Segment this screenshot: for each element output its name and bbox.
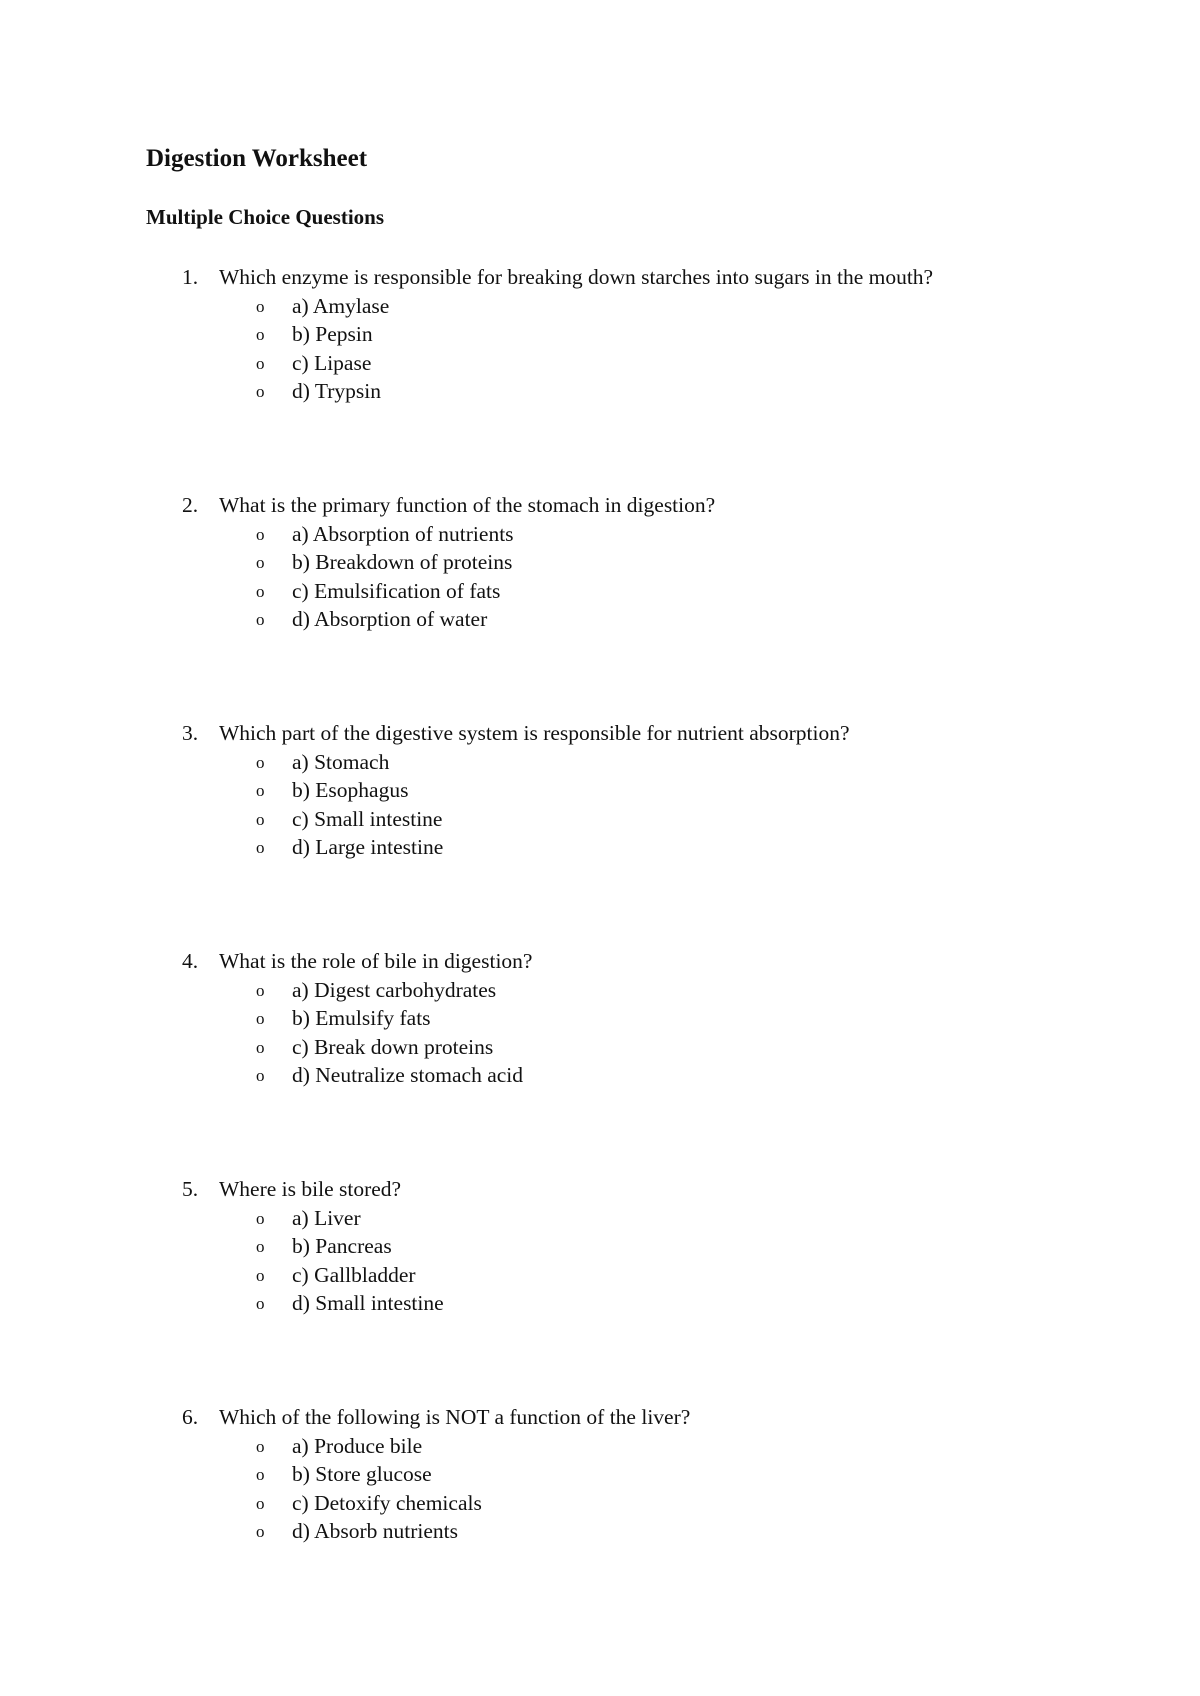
option-text: c) Detoxify chemicals [292,1490,482,1515]
answer-option [0,520,1200,549]
bullet-icon: o [256,838,265,858]
page-title: Digestion Worksheet [146,145,368,172]
question-number: 2. [182,493,199,517]
answer-option [0,577,1200,606]
option-text: d) Absorb nutrients [292,1519,459,1544]
option-text: c) Emulsification of fats [292,578,501,603]
bullet-icon: o [256,1294,265,1314]
answer-option [0,1517,1200,1546]
answer-option [0,1061,1200,1090]
question-text: Which of the following is NOT a function of the liver? [219,1405,691,1429]
question-line [0,719,1200,748]
section-title: Multiple Choice Questions [146,205,385,229]
option-text: b) Esophagus [292,778,409,803]
answer-option [0,748,1200,777]
answer-option [0,805,1200,834]
bullet-icon: o [256,1522,265,1542]
bullet-icon: o [256,1465,265,1485]
bullet-icon: o [256,553,265,573]
bullet-icon: o [256,1208,265,1228]
option-text: a) Absorption of nutrients [292,521,514,546]
answer-option [0,1033,1200,1062]
question-text: Which part of the digestive system is responsible for nutrient absorption? [219,721,850,745]
question-line [0,1175,1200,1204]
bullet-icon: o [256,1493,265,1513]
answer-option [0,377,1200,406]
question-number: 3. [182,721,199,745]
answer-option [0,833,1200,862]
bullet-icon: o [256,752,265,772]
bullet-icon: o [256,524,265,544]
option-text: b) Pepsin [292,322,373,347]
answer-option [0,292,1200,321]
bullet-icon: o [256,610,265,630]
option-text: a) Produce bile [292,1433,423,1458]
answer-option [0,1232,1200,1261]
answer-option [0,548,1200,577]
option-text: d) Trypsin [292,379,382,404]
question-number: 5. [182,1177,199,1201]
option-text: d) Neutralize stomach acid [292,1063,524,1088]
question-line [0,263,1200,292]
answer-option [0,976,1200,1005]
question-line [0,491,1200,520]
answer-option [0,1261,1200,1290]
option-text: a) Amylase [292,293,390,318]
bullet-icon: o [256,1037,265,1057]
option-text: d) Large intestine [292,835,444,860]
bullet-icon: o [256,980,265,1000]
option-text: d) Absorption of water [292,607,488,632]
question-text: What is the role of bile in digestion? [219,949,533,973]
answer-option [0,1489,1200,1518]
question-5 [0,1175,1200,1318]
answer-option [0,605,1200,634]
question-6 [0,1403,1200,1546]
question-line [0,1403,1200,1432]
option-text: a) Stomach [292,749,390,774]
answer-option [0,349,1200,378]
bullet-icon: o [256,1237,265,1257]
option-text: b) Store glucose [292,1462,432,1487]
bullet-icon: o [256,382,265,402]
answer-option [0,320,1200,349]
option-text: c) Break down proteins [292,1034,494,1059]
option-text: c) Small intestine [292,806,443,831]
answer-option [0,776,1200,805]
bullet-icon: o [256,296,265,316]
bullet-icon: o [256,581,265,601]
option-text: c) Lipase [292,350,372,375]
question-1 [0,263,1200,406]
bullet-icon: o [256,809,265,829]
answer-option [0,1004,1200,1033]
bullet-icon: o [256,1265,265,1285]
option-text: b) Pancreas [292,1234,392,1259]
question-2 [0,491,1200,634]
answer-option [0,1460,1200,1489]
bullet-icon: o [256,1436,265,1456]
bullet-icon: o [256,1009,265,1029]
question-text: Where is bile stored? [219,1177,402,1201]
question-number: 1. [182,265,199,289]
bullet-icon: o [256,353,265,373]
option-text: a) Digest carbohydrates [292,977,497,1002]
answer-option [0,1204,1200,1233]
option-text: a) Liver [292,1205,361,1230]
option-text: d) Small intestine [292,1291,444,1316]
option-text: b) Emulsify fats [292,1006,431,1031]
question-4 [0,947,1200,1090]
answer-option [0,1289,1200,1318]
bullet-icon: o [256,1066,265,1086]
bullet-icon: o [256,325,265,345]
question-text: Which enzyme is responsible for breaking down starches into sugars in the mouth? [219,265,934,289]
option-text: b) Breakdown of proteins [292,550,513,575]
answer-option [0,1432,1200,1461]
question-number: 6. [182,1405,199,1429]
question-number: 4. [182,949,199,973]
question-text: What is the primary function of the stomach in digestion? [219,493,716,517]
question-3 [0,719,1200,862]
question-line [0,947,1200,976]
option-text: c) Gallbladder [292,1262,416,1287]
bullet-icon: o [256,781,265,801]
